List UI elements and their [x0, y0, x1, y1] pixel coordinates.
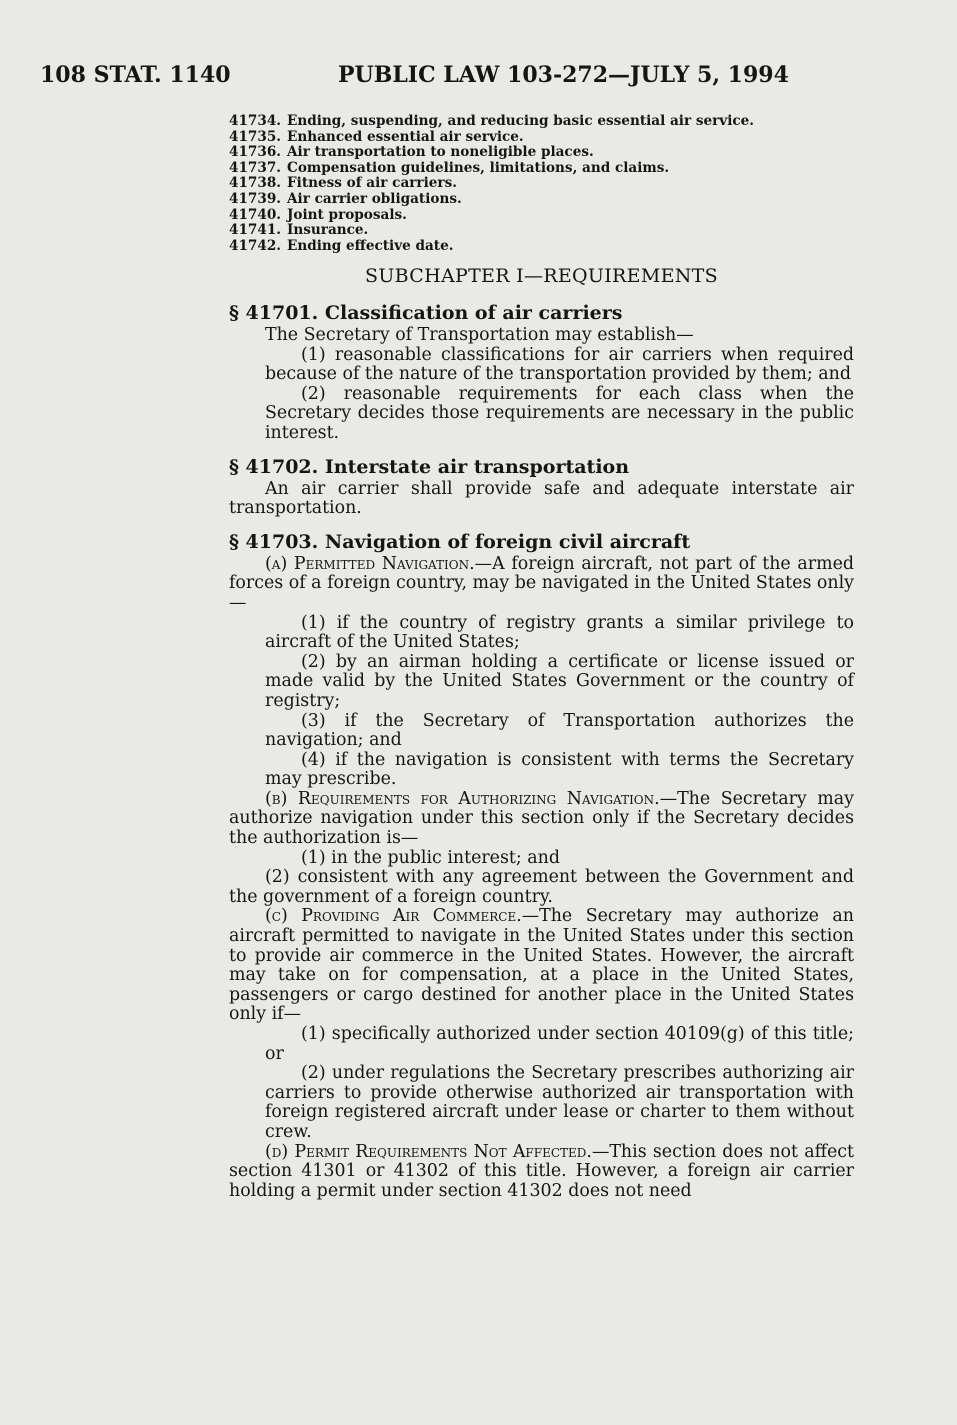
toc-row: 41734. Ending, suspending, and reducing basic essential air service.	[229, 113, 755, 129]
subsection-b-para-1: (1) in the public interest; and	[301, 847, 560, 868]
subsection-b-label: (b) Requirements for Authorizing Navigation.	[265, 788, 660, 809]
subsection-c-para-1: (1) specifically authorized under section 40109(g) of this title; or	[265, 1024, 854, 1064]
toc-row: 41741. Insurance.	[229, 222, 369, 239]
subsection-c-label: (c) Providing Air Commerce.	[265, 906, 522, 927]
toc-row: 41737. Compensation guidelines, limitations, and claims.	[229, 159, 670, 176]
subsection-b-text: —The Secretary may authorize navigation under this section only if the Secretary decides the authorization is—	[229, 788, 854, 849]
toc-row: 41735. Enhanced essential air service.	[229, 128, 524, 145]
subsection-c	[229, 907, 854, 1025]
section-heading-41701: § 41701. Classification of air carriers	[229, 302, 623, 324]
section-heading-41702: § 41702. Interstate air transportation	[229, 455, 630, 478]
toc-row: 41740. Joint proposals.	[229, 206, 407, 223]
toc-row: 41738. Fitness of air carriers.	[229, 175, 457, 192]
section-list	[229, 114, 829, 254]
subsection-b	[229, 790, 854, 849]
toc-row: 41742. Ending effective date.	[229, 237, 454, 254]
public-law-title: PUBLIC LAW 103-272—JULY 5, 1994	[338, 62, 789, 88]
subsection-a-text: —A foreign aircraft, not part of the armed forces of a foreign country, may be navigated in the United States only—	[229, 553, 854, 613]
subsection-b-para-2: (2) consistent with any agreement between the Government and the government of a foreign country.	[229, 867, 854, 907]
subsection-c-text: —The Secretary may authorize an aircraft permitted to navigate in the United States under this section to provide air commerce in the United States. However, the aircraft may take on for compensation, at a place in the United States, passengers or cargo destined for another place in the United States only if—	[229, 906, 854, 1025]
subsection-d-label: (d) Permit Requirements Not Affected.	[265, 1141, 592, 1162]
page-header	[40, 56, 917, 96]
law-body	[229, 265, 854, 1201]
subsection-a-para-1: (1) if the country of registry grants a similar privilege to aircraft of the United States;	[265, 612, 854, 653]
subsection-a-para-3: (3) if the Secretary of Transportation authorizes the navigation; and	[265, 710, 854, 751]
subsection-a-label: (a) Permitted Navigation.	[265, 553, 475, 574]
subsection-c-para-2: (2) under regulations the Secretary prescribes authorizing air carriers to provide otherwise authorized air transportation with foreign registered aircraft under lease or charter to them without crew.	[265, 1063, 854, 1142]
subsection-d	[229, 1143, 854, 1202]
toc-row: 41736. Air transportation to noneligible places.	[229, 144, 594, 161]
toc-row: 41739. Air carrier obligations.	[229, 190, 462, 207]
stat-citation: 108 STAT. 1140	[40, 62, 231, 88]
section-41701-para-2: (2) reasonable requirements for each class when the Secretary decides those requirements are necessary in the public interest.	[265, 383, 854, 443]
section-heading-41703: § 41703. Navigation of foreign civil aircraft	[229, 530, 691, 553]
subsection-a-para-2: (2) by an airman holding a certificate or license issued or made valid by the United States Government or the country of registry;	[265, 651, 854, 711]
section-41701-intro: The Secretary of Transportation may establish—	[265, 325, 694, 345]
subchapter-heading: SUBCHAPTER I—REQUIREMENTS	[365, 265, 718, 287]
subsection-d-text: —This section does not affect section 41301 or 41302 of this title. However, a foreign air carrier holding a permit under section 41302 does not need	[229, 1141, 854, 1201]
subsection-a	[229, 555, 854, 614]
section-41701-para-1: (1) reasonable classifications for air carriers when required because of the nature of the transportation provided by them; and	[265, 344, 854, 385]
subsection-a-para-4: (4) if the navigation is consistent with terms the Secretary may prescribe.	[265, 749, 854, 790]
section-41702-text: An air carrier shall provide safe and adequate interstate air transportation.	[229, 478, 854, 519]
